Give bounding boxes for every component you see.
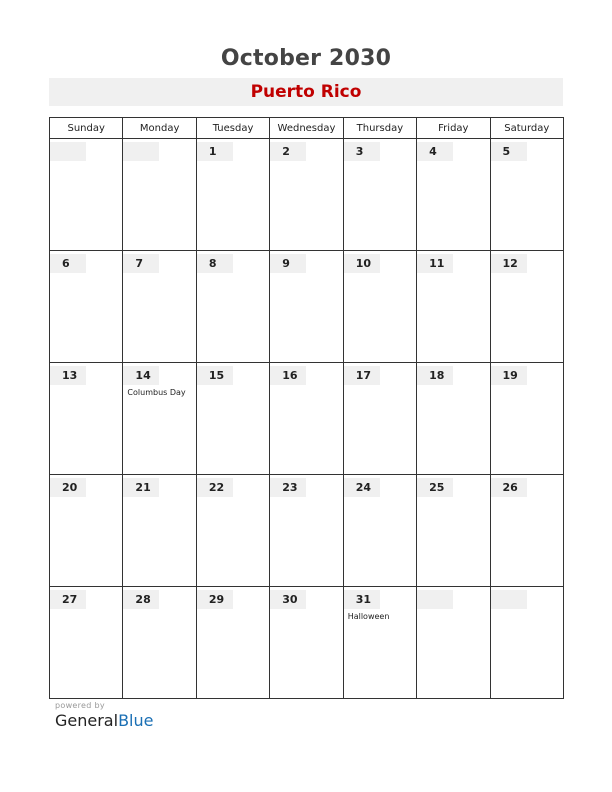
weekday-wednesday: Wednesday — [270, 118, 343, 139]
day-number: 11 — [417, 254, 453, 273]
day-cell — [196, 139, 269, 251]
day-cell — [270, 587, 343, 699]
powered-by-label: powered by — [55, 701, 105, 710]
day-number: 23 — [270, 478, 306, 497]
day-number: 24 — [344, 478, 380, 497]
day-number: 3 — [344, 142, 380, 161]
day-number: 12 — [491, 254, 527, 273]
day-cell — [417, 363, 490, 475]
brand-general-text: General — [55, 711, 119, 730]
calendar-grid — [49, 117, 564, 699]
day-number: 19 — [491, 366, 527, 385]
day-cell — [50, 139, 123, 251]
weekday-monday: Monday — [123, 118, 196, 139]
day-cell — [417, 139, 490, 251]
day-number: 31 — [344, 590, 380, 609]
day-cell — [343, 251, 416, 363]
day-number: 20 — [50, 478, 86, 497]
day-number: 25 — [417, 478, 453, 497]
day-number: 14 — [123, 366, 159, 385]
day-cell — [123, 251, 196, 363]
page-title: October 2030 — [220, 46, 392, 71]
day-cell — [270, 139, 343, 251]
day-number — [50, 142, 86, 161]
day-number — [491, 590, 527, 609]
day-cell — [123, 139, 196, 251]
day-cell — [343, 475, 416, 587]
day-number: 2 — [270, 142, 306, 161]
day-cell — [417, 587, 490, 699]
day-number: 17 — [344, 366, 380, 385]
day-cell — [196, 251, 269, 363]
day-number: 30 — [270, 590, 306, 609]
day-cell — [50, 475, 123, 587]
day-number: 4 — [417, 142, 453, 161]
day-cell — [490, 363, 563, 475]
week-row — [50, 587, 564, 699]
weekday-header-row — [50, 118, 564, 139]
week-row — [50, 139, 564, 251]
day-cell — [50, 251, 123, 363]
weekday-tuesday: Tuesday — [196, 118, 269, 139]
weekday-saturday: Saturday — [490, 118, 563, 139]
day-cell — [490, 587, 563, 699]
day-number: 16 — [270, 366, 306, 385]
day-number: 26 — [491, 478, 527, 497]
day-number — [123, 142, 159, 161]
day-cell — [343, 587, 416, 699]
day-cell — [196, 475, 269, 587]
week-row — [50, 475, 564, 587]
day-number: 29 — [197, 590, 233, 609]
day-number: 18 — [417, 366, 453, 385]
day-number: 5 — [491, 142, 527, 161]
weekday-sunday: Sunday — [50, 118, 123, 139]
day-number: 22 — [197, 478, 233, 497]
weekday-friday: Friday — [417, 118, 490, 139]
day-cell — [196, 587, 269, 699]
day-number: 28 — [123, 590, 159, 609]
day-cell — [270, 251, 343, 363]
day-cell — [417, 475, 490, 587]
day-number: 7 — [123, 254, 159, 273]
day-number: 6 — [50, 254, 86, 273]
day-cell — [123, 475, 196, 587]
week-row — [50, 363, 564, 475]
day-number: 10 — [344, 254, 380, 273]
day-number: 9 — [270, 254, 306, 273]
weekday-thursday: Thursday — [343, 118, 416, 139]
day-cell — [490, 475, 563, 587]
day-number: 27 — [50, 590, 86, 609]
day-cell — [417, 251, 490, 363]
generalblue-logo — [55, 711, 153, 730]
day-number: 15 — [197, 366, 233, 385]
day-cell — [50, 363, 123, 475]
day-cell — [343, 139, 416, 251]
day-number: 1 — [197, 142, 233, 161]
day-number: 8 — [197, 254, 233, 273]
day-cell — [270, 363, 343, 475]
brand-blue-text: Blue — [118, 711, 154, 730]
day-number — [417, 590, 453, 609]
day-cell — [490, 251, 563, 363]
day-cell — [123, 587, 196, 699]
holiday-label: Halloween — [347, 612, 390, 621]
day-cell — [490, 139, 563, 251]
holiday-label: Columbus Day — [127, 388, 186, 397]
week-row — [50, 251, 564, 363]
day-cell — [196, 363, 269, 475]
day-cell — [343, 363, 416, 475]
day-cell — [50, 587, 123, 699]
day-cell — [270, 475, 343, 587]
region-banner: Puerto Rico — [49, 78, 563, 106]
footer-branding — [55, 701, 153, 730]
day-number: 21 — [123, 478, 159, 497]
day-number: 13 — [50, 366, 86, 385]
day-cell — [123, 363, 196, 475]
